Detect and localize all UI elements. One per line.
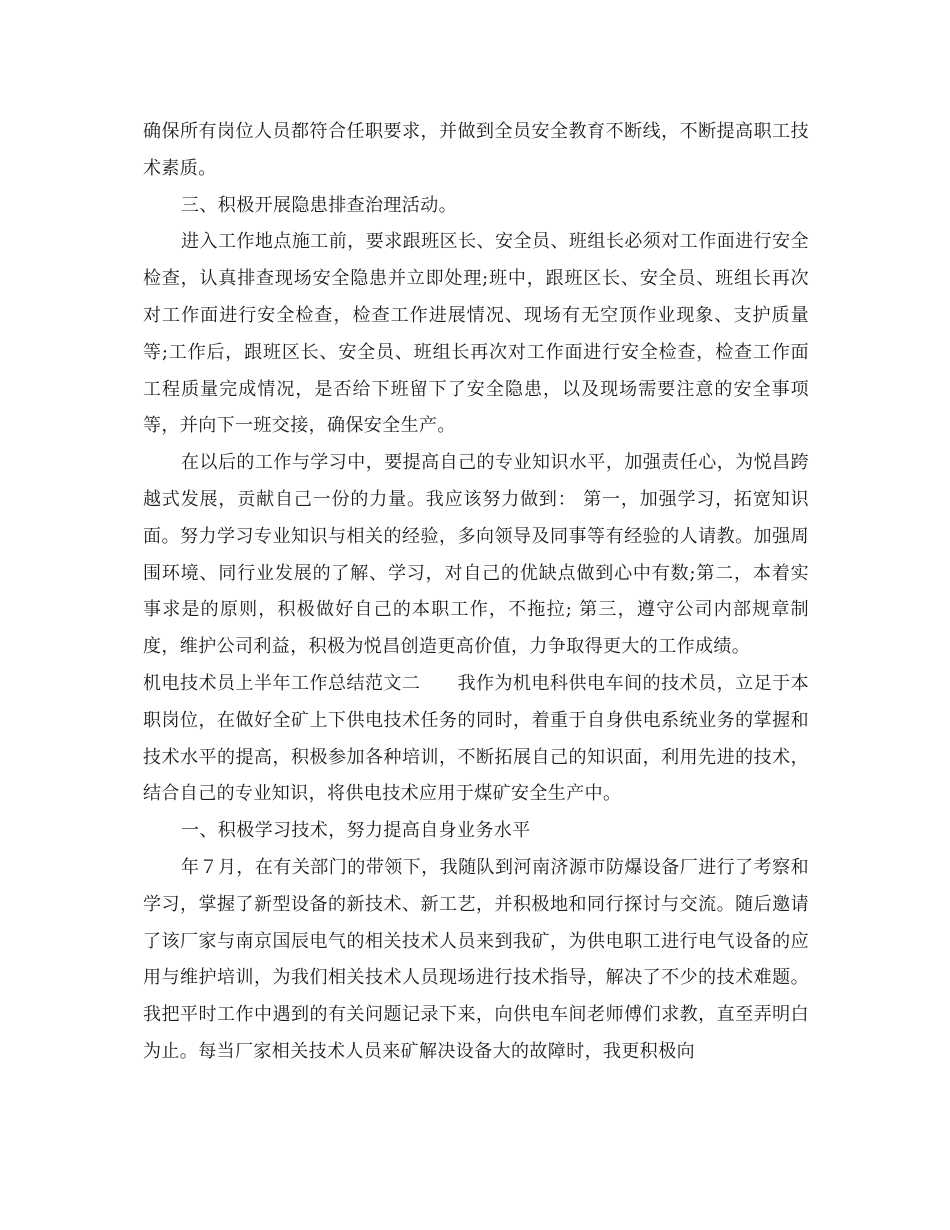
section-heading-3: 三、积极开展隐患排查治理活动。: [181, 194, 457, 216]
paragraph-1: 确保所有岗位人员都符合任职要求，并做到全员安全教育不断线，不断提高职工技术素质。: [143, 121, 809, 179]
paragraph-4: 在以后的工作与学习中，要提高自己的专业知识水平，加强责任心，为悦昌跨越式发展，贡献自己一份的力量。我应该努力做到： 第一，加强学习，拓宽知识面。努力学习专业知识与相关的经验，多向领导及同事等有经验的人请教。加强周围环境、同行业发展的了解、学习，对自己的优缺点做到心中有数;第二，本着实事求是的原则，积极做好自己的本职工作，不拖拉; 第三，遵守公司内部规章制度，维护公司利益，积极为悦昌创造更高价值，力争取得更大的工作成绩。: [143, 452, 809, 658]
paragraph-5: 机电技术员上半年工作总结范文二 我作为机电科供电车间的技术员，立足于本职岗位，在做好全矿上下供电技术任务的同时，着重于自身供电系统业务的掌握和技术水平的提高，积极参加各种培训，不断拓展自己的知识面，利用先进的技术，结合自己的专业知识，将供电技术应用于煤矿安全生产中。: [143, 672, 809, 805]
document-body: [143, 114, 809, 1071]
paragraph-7: 年７月，在有关部门的带领下，我随队到河南济源市防爆设备厂进行了考察和学习，掌握了新型设备的新技术、新工艺，并积极地和同行探讨与交流。随后邀请了该厂家与南京国辰电气的相关技术人员来到我矿，为供电职工进行电气设备的应用与维护培训，为我们相关技术人员现场进行技术指导，解决了不少的技术难题。我把平时工作中遇到的有关问题记录下来，向供电车间老师傅们求教，直至弄明白为止。每当厂家相关技术人员来矿解决设备大的故障时，我更积极向: [143, 856, 809, 1062]
section-heading-1: 一、积极学习技术，努力提高自身业务水平: [181, 820, 531, 842]
paragraph-3: 进入工作地点施工前，要求跟班区长、安全员、班组长必须对工作面进行安全检查，认真排查现场安全隐患并立即处理;班中，跟班区长、安全员、班组长再次对工作面进行安全检查，检查工作进展情况、现场有无空顶作业现象、支护质量等;工作后，跟班区长、安全员、班组长再次对工作面进行安全检查，检查工作面工程质量完成情况，是否给下班留下了安全隐患，以及现场需要注意的安全事项等，并向下一班交接，确保安全生产。: [143, 231, 809, 437]
